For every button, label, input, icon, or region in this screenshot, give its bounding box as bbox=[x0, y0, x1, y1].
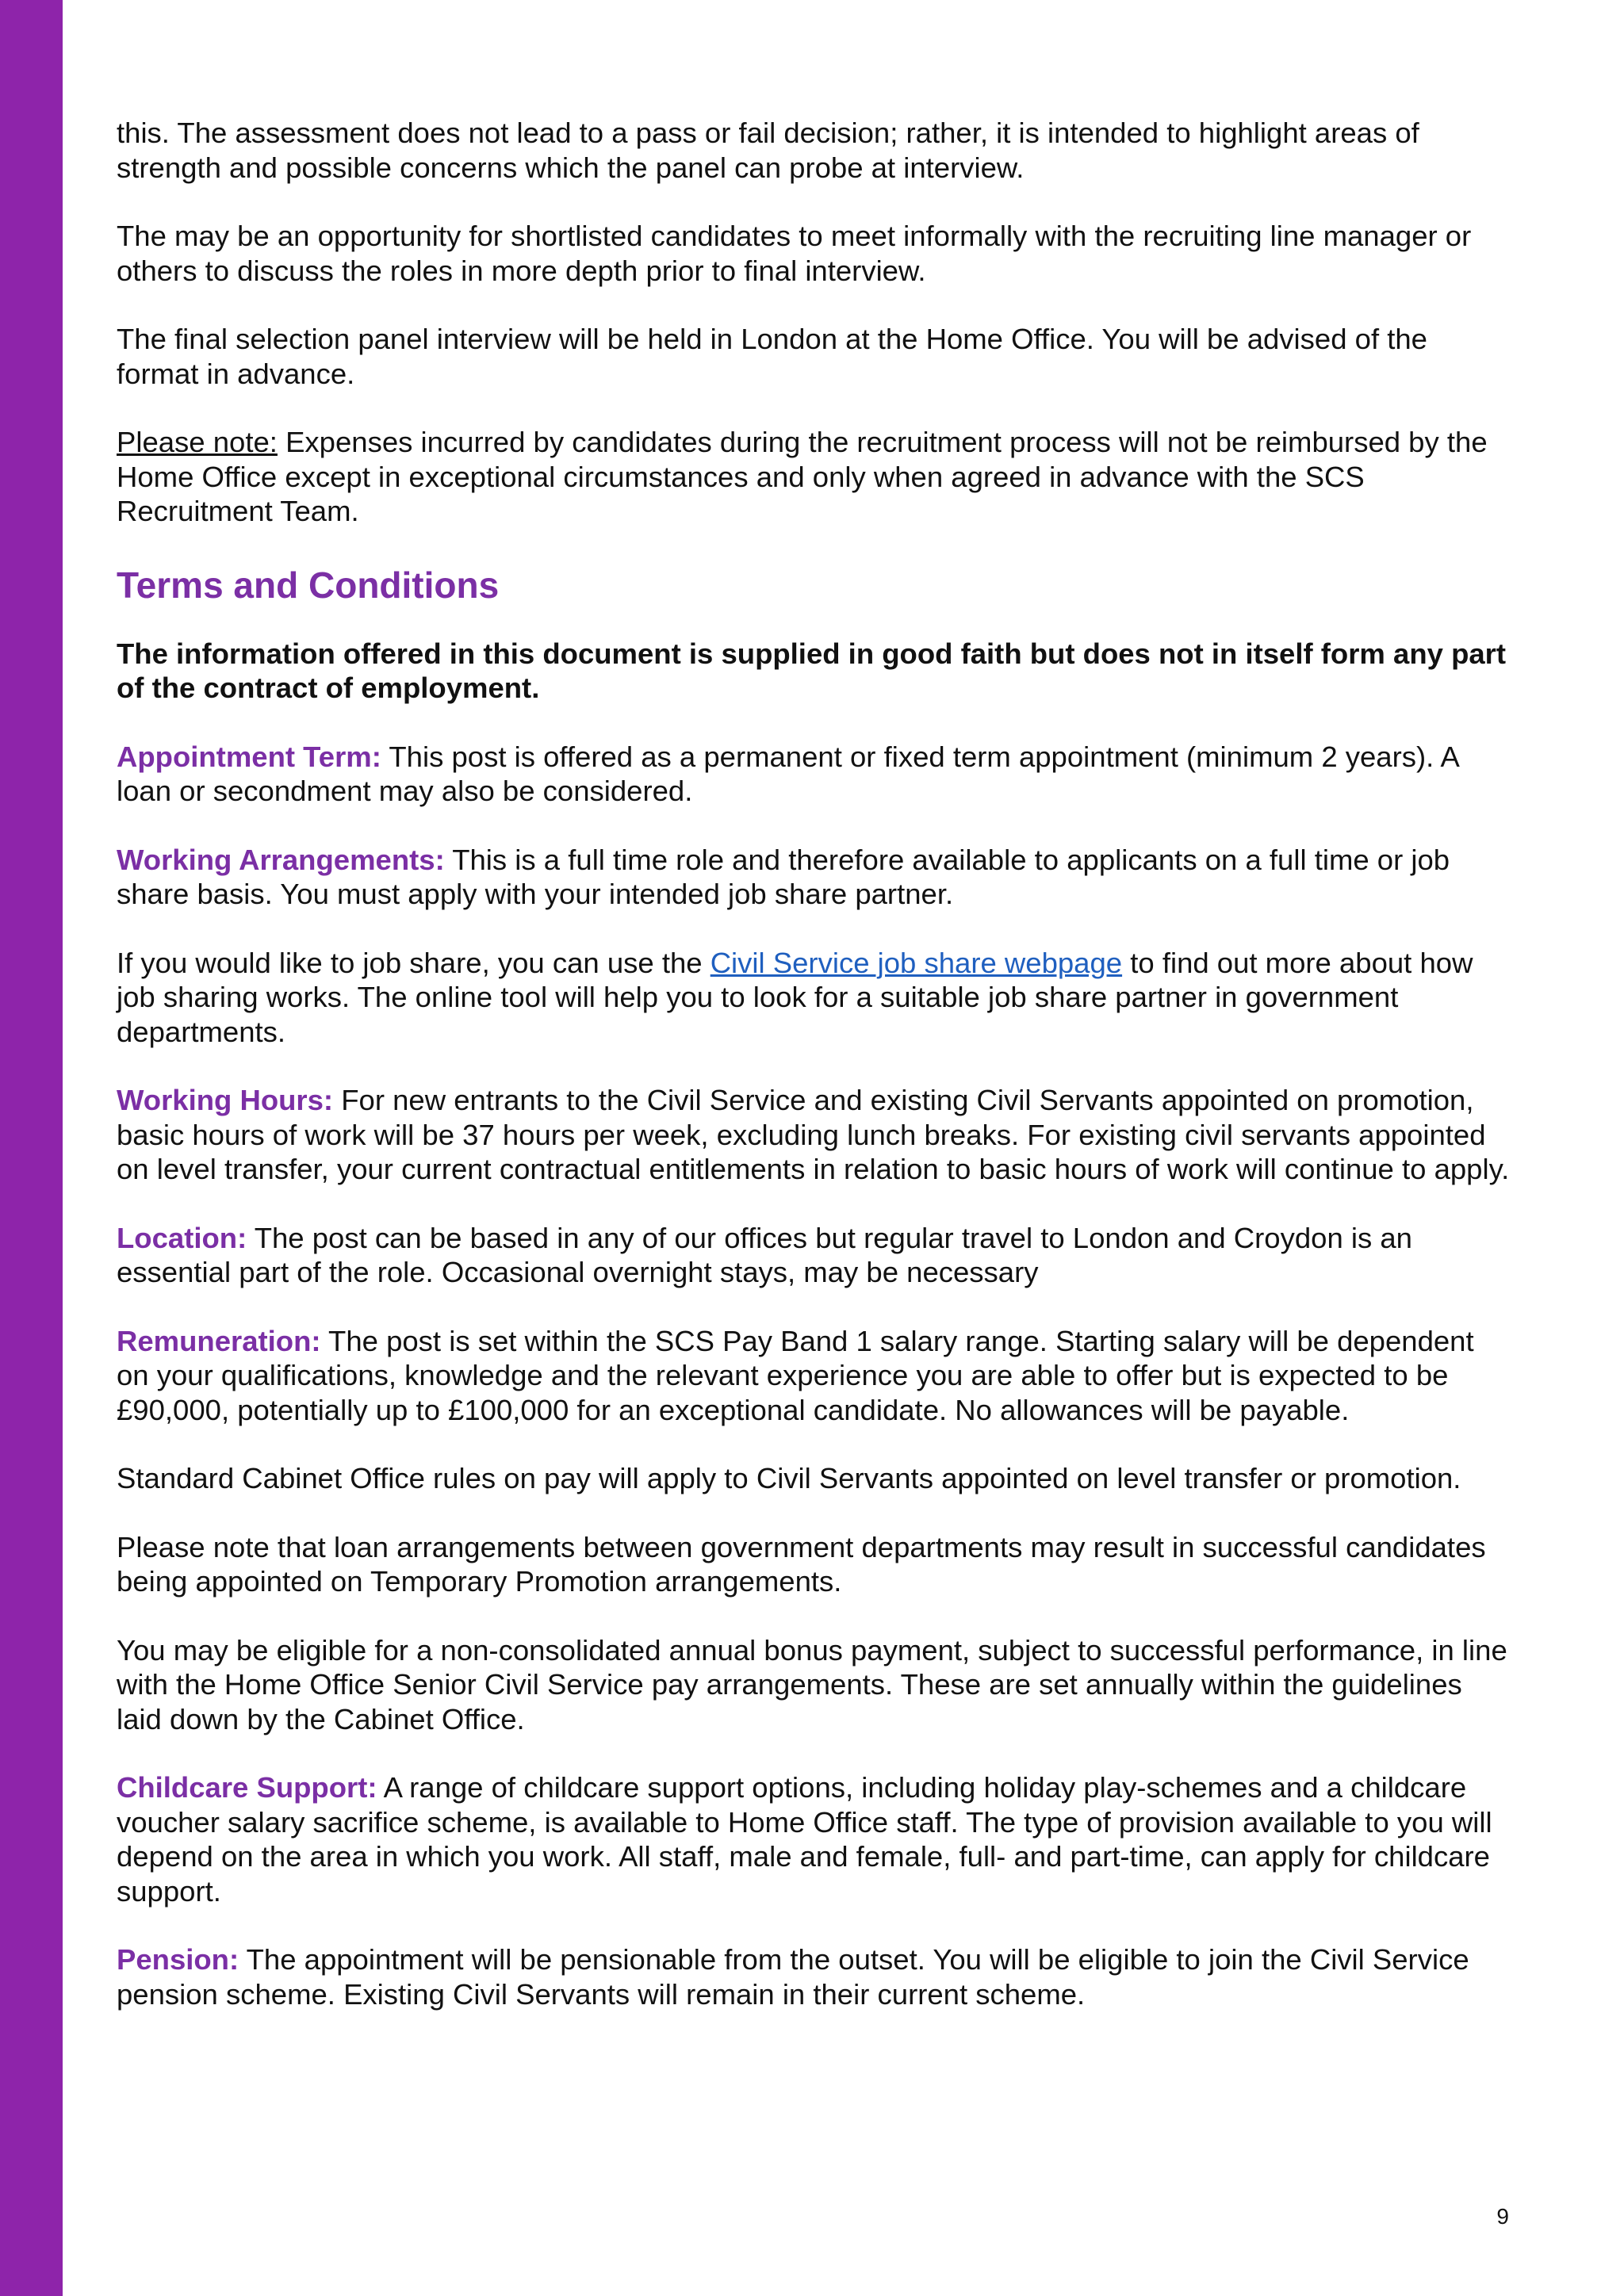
remuneration-label: Remuneration: bbox=[117, 1324, 321, 1357]
section-heading-terms: Terms and Conditions bbox=[117, 564, 500, 606]
please-note-label: Please note: bbox=[117, 426, 278, 458]
paragraph-appointment-term bbox=[117, 740, 1512, 809]
job-share-webpage-link[interactable]: Civil Service job share webpage bbox=[710, 946, 1123, 979]
paragraph-pension bbox=[117, 1942, 1512, 2011]
page-number: 9 bbox=[1496, 2204, 1509, 2229]
paragraph-informal-meeting: The may be an opportunity for shortlisted candidates to meet informally with the recruiting line manager or others to discuss the roles in more depth prior to final interview. bbox=[117, 220, 1472, 287]
please-note-text: Expenses incurred by candidates during the recruitment process will not be reimbursed by the Home Office except in exceptional circumstances and only when agreed in advance with the SCS Recruitment Team. bbox=[117, 426, 1488, 527]
paragraph-cabinet-rules: Standard Cabinet Office rules on pay will apply to Civil Servants appointed on level transfer or promotion. bbox=[117, 1462, 1461, 1494]
paragraph-childcare bbox=[117, 1770, 1512, 1908]
working-arrangements-text: This is a full time role and therefore available to applicants on a full time or job share basis. You must apply with your intended job share partner. bbox=[117, 843, 1450, 910]
job-share-text-after: to find out more about how job sharing works. The online tool will help you to look for a suitable job share partner in government departments. bbox=[117, 946, 1473, 1048]
location-label: Location: bbox=[117, 1221, 247, 1254]
paragraph-loan-note: Please note that loan arrangements between government departments may result in successful candidates being appointed on Temporary Promotion arrangements. bbox=[117, 1530, 1486, 1598]
remuneration-text: The post is set within the SCS Pay Band 1 salary range. Starting salary will be dependent on your qualifications, knowledge and the relevant experience you are able to offer but is expected to be £90,000, potentially up to £100,000 for an exceptional candidate. No allowances will be payable. bbox=[117, 1324, 1474, 1426]
paragraph-job-share bbox=[117, 946, 1512, 1050]
childcare-label: Childcare Support: bbox=[117, 1771, 377, 1804]
working-hours-label: Working Hours: bbox=[117, 1084, 334, 1116]
document-body bbox=[117, 116, 1512, 2011]
job-share-text-before: If you would like to job share, you can use the bbox=[117, 946, 710, 979]
paragraph-expenses bbox=[117, 425, 1512, 529]
childcare-text: A range of childcare support options, including holiday play-schemes and a childcare voucher salary sacrifice scheme, is available to Home Office staff. The type of provision available to you will depend on the area in which you work. All staff, male and female, full- and part-time, can apply for childcare support. bbox=[117, 1771, 1492, 1908]
location-text: The post can be based in any of our offices but regular travel to London and Croydon is an essential part of the role. Occasional overnight stays, may be necessary bbox=[117, 1221, 1412, 1288]
pension-text: The appointment will be pensionable from the outset. You will be eligible to join the Civil Service pension scheme. Existing Civil Servants will remain in their current scheme. bbox=[117, 1943, 1469, 2011]
paragraph-bonus: You may be eligible for a non-consolidated annual bonus payment, subject to successful performance, in line with the Home Office Senior Civil Service pay arrangements. These are set annually within the guidelines laid down by the Cabinet Office. bbox=[117, 1633, 1507, 1735]
pension-label: Pension: bbox=[117, 1943, 239, 1976]
paragraph-disclaimer: The information offered in this document is supplied in good faith but does not in itself form any part of the contract of employment. bbox=[117, 637, 1507, 704]
paragraph-location bbox=[117, 1221, 1512, 1290]
working-hours-text: For new entrants to the Civil Service and existing Civil Servants appointed on promotion, basic hours of work will be 37 hours per week, excluding lunch breaks. For existing civil servants appointed on level transfer, your current contractual entitlements in relation to basic hours of work will continue to apply. bbox=[117, 1084, 1510, 1185]
paragraph-working-hours bbox=[117, 1083, 1512, 1187]
side-accent-bar bbox=[0, 0, 63, 2296]
paragraph-final-interview: The final selection panel interview will be held in London at the Home Office. You will be advised of the format in advance. bbox=[117, 323, 1427, 390]
paragraph-remuneration bbox=[117, 1324, 1512, 1428]
paragraph-assessment: this. The assessment does not lead to a pass or fail decision; rather, it is intended to highlight areas of strength and possible concerns which the panel can probe at interview. bbox=[117, 117, 1419, 184]
appointment-term-label: Appointment Term: bbox=[117, 740, 381, 773]
working-arrangements-label: Working Arrangements: bbox=[117, 843, 445, 876]
appointment-term-text: This post is offered as a permanent or fixed term appointment (minimum 2 years). A loan or secondment may also be considered. bbox=[117, 740, 1458, 807]
paragraph-working-arrangements bbox=[117, 843, 1512, 912]
